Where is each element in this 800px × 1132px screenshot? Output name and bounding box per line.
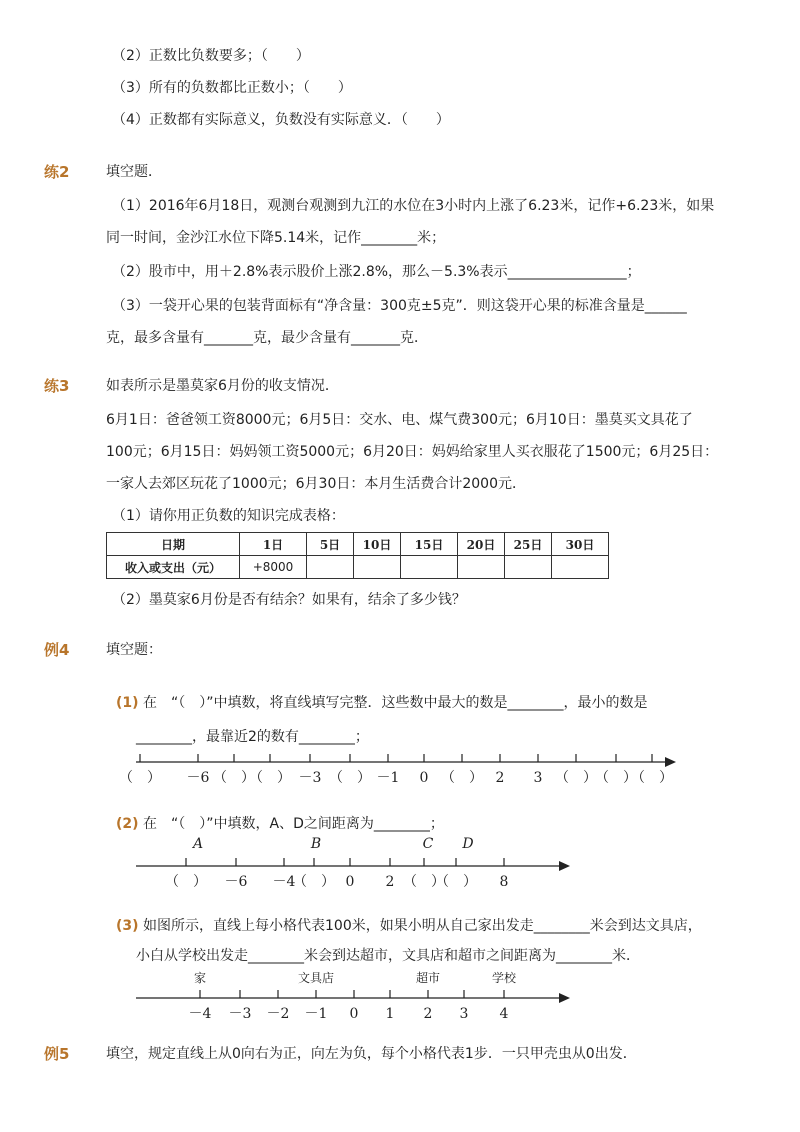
tick-label: 2	[495, 770, 505, 786]
part-1-number: (1)	[116, 695, 139, 711]
tick-label: （ ）	[595, 770, 637, 786]
number-line-1	[120, 750, 680, 790]
place-label: 文具店	[297, 971, 335, 985]
table-row	[107, 556, 609, 579]
number-line-2	[128, 832, 588, 888]
tick-label: －4	[188, 1006, 212, 1022]
table-cell[interactable]	[401, 556, 458, 579]
part-1-text: 在 “（ ）”中填数，将直线填写完整．这些数中最大的数是________，最小的数是	[143, 695, 648, 711]
point-letter: C	[422, 836, 434, 852]
part-2-text: 在 “（ ）”中填数，A、D之间距离为________；	[143, 816, 444, 832]
exercise-2-title: 填空题．	[106, 164, 162, 180]
table-cell[interactable]	[307, 556, 354, 579]
tick-label: （ ）	[631, 770, 673, 786]
place-label: 家	[193, 971, 207, 985]
tick-label: （ ）	[329, 770, 371, 786]
table-header-cell: 25日	[505, 533, 552, 556]
tick-label: 2	[385, 874, 395, 890]
table-cell[interactable]	[552, 556, 609, 579]
example-label-5: 例5	[44, 1045, 70, 1063]
tick-label: （ ）	[403, 874, 445, 890]
table-header-cell: 15日	[401, 533, 458, 556]
item-2: （2）正数比负数要多；（ ）	[112, 48, 310, 64]
tick-label: －6	[186, 770, 210, 786]
point-letter: A	[192, 836, 204, 852]
example-5-title: 填空，规定直线上从0向右为正，向左为负，每个小格代表1步．一只甲壳虫从0出发．	[106, 1046, 637, 1062]
tick-label: （ ）	[249, 770, 291, 786]
table-cell: +8000	[240, 556, 307, 579]
example-4-part-2-line-1	[116, 814, 444, 834]
exercise-2-line-3: （2）股市中，用＋2.8%表示股价上涨2.8%，那么－5.3%表示_________________；	[112, 264, 641, 280]
arrow-icon	[559, 993, 570, 1003]
part-3-text: 如图所示，直线上每小格代表100米，如果小明从自己家出发走________米会到达文具店，	[143, 918, 702, 934]
table-cell: 收入或支出（元）	[107, 556, 240, 579]
example-4-part-3-line-2: 小白从学校出发走________米会到达超市，文具店和超市之间距离为________米．	[136, 948, 640, 964]
exercise-3-title: 如表所示是墨莫家6月份的收支情况．	[106, 378, 339, 394]
exercise-2-line-4: （3）一袋开心果的包装背面标有“净含量：300克±5克”．则这袋开心果的标准含量是______	[112, 298, 687, 314]
tick-label: 0	[345, 874, 355, 890]
point-letter: D	[462, 836, 474, 852]
place-label: 学校	[491, 971, 517, 985]
exercise-3-line-3: 一家人去郊区玩花了1000元；6月30日：本月生活费合计2000元．	[106, 476, 526, 492]
example-4-part-1-line-1	[116, 693, 648, 713]
tick-label: －3	[228, 1006, 252, 1022]
tick-label: 3	[533, 770, 543, 786]
exercise-2-line-5: 克，最多含量有_______克，最少含量有_______克．	[106, 330, 428, 346]
exercise-3-line-2: 100元；6月15日：妈妈领工资5000元；6月20日：妈妈给家里人买衣服花了1500元；6月25日：	[106, 444, 719, 460]
item-4: （4）正数都有实际意义，负数没有实际意义．（ ）	[112, 112, 450, 128]
point-letter: B	[310, 836, 322, 852]
table-cell[interactable]	[505, 556, 552, 579]
tick-label: 0	[349, 1006, 359, 1022]
exercise-label-2: 练2	[44, 163, 70, 181]
tick-label: （ ）	[555, 770, 597, 786]
tick-label: （ ）	[165, 874, 207, 890]
number-line-3	[128, 968, 588, 1024]
tick-label: －1	[376, 770, 400, 786]
example-label-4: 例4	[44, 641, 70, 659]
table-header-row	[107, 533, 609, 556]
tick-label: －3	[298, 770, 322, 786]
tick-label: 2	[423, 1006, 433, 1022]
tick-label: （ ）	[441, 770, 483, 786]
income-table	[106, 532, 609, 579]
table-cell[interactable]	[458, 556, 505, 579]
table-header-cell: 20日	[458, 533, 505, 556]
exercise-3-question-2: （2）墨莫家6月份是否有结余？如果有，结余了多少钱？	[112, 592, 466, 608]
tick-label: 3	[459, 1006, 469, 1022]
tick-label: －6	[224, 874, 248, 890]
example-4-part-3-line-1	[116, 916, 702, 936]
exercise-3-line-4: （1）请你用正负数的知识完成表格：	[112, 508, 345, 524]
tick-label: （ ）	[435, 874, 477, 890]
exercise-3-line-1: 6月1日：爸爸领工资8000元；6月5日：交水、电、煤气费300元；6月10日：墨莫买文具花了	[106, 412, 693, 428]
part-3-number: (3)	[116, 918, 139, 934]
tick-label: （ ）	[213, 770, 255, 786]
exercise-label-3: 练3	[44, 377, 70, 395]
exercise-2-line-2: 同一时间，金沙江水位下降5.14米，记作________米；	[106, 230, 446, 246]
example-4-title: 填空题：	[106, 642, 162, 658]
table-header-cell: 日期	[107, 533, 240, 556]
exercise-2-line-1: （1）2016年6月18日，观测台观测到九江的水位在3小时内上涨了6.23米，记作+6.23米，如果	[112, 198, 715, 214]
place-label: 超市	[415, 971, 441, 985]
table-header-cell: 1日	[240, 533, 307, 556]
tick-label: 4	[499, 1006, 509, 1022]
tick-label: （ ）	[119, 770, 161, 786]
arrow-icon	[559, 861, 570, 871]
tick-label: －2	[266, 1006, 290, 1022]
tick-label: 1	[385, 1006, 395, 1022]
part-2-number: (2)	[116, 816, 139, 832]
arrow-icon	[665, 757, 676, 767]
table-header-cell: 30日	[552, 533, 609, 556]
tick-label: 8	[499, 874, 509, 890]
item-3: （3）所有的负数都比正数小；（ ）	[112, 80, 352, 96]
tick-label: －4	[272, 874, 296, 890]
table-header-cell: 5日	[307, 533, 354, 556]
example-4-part-1-line-2: ________，最靠近2的数有________；	[136, 729, 369, 745]
table-header-cell: 10日	[354, 533, 401, 556]
tick-label: 0	[419, 770, 429, 786]
table-cell[interactable]	[354, 556, 401, 579]
tick-label: （ ）	[293, 874, 335, 890]
tick-label: －1	[304, 1006, 328, 1022]
